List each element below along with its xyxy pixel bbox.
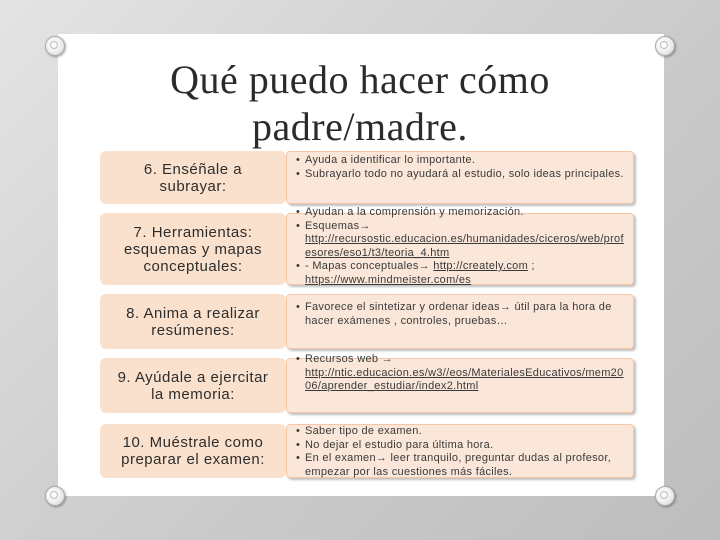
- bullet-list: [296, 206, 627, 287]
- row-label-box: [100, 424, 286, 478]
- bullet-text: No dejar el estudio para última hora.: [305, 438, 494, 451]
- title-line-2: padre/madre.: [252, 104, 468, 149]
- bullet-item: [296, 154, 627, 168]
- bullet-text: Ayudan a la comprensión y memorización.: [305, 206, 524, 218]
- bullet-item: [296, 452, 627, 479]
- row-content-box: [286, 206, 634, 286]
- pushpin-icon-bottom-left: [45, 486, 65, 506]
- arrow-icon: →: [418, 260, 430, 272]
- row-resumenes: [100, 294, 634, 349]
- row-label: 10. Muéstrale como preparar el examen:: [121, 434, 265, 468]
- bullet-text: Favorece el sintetizar y ordenar ideas: [305, 301, 500, 313]
- bullet-text: - Mapas conceptuales: [305, 260, 419, 272]
- bullet-item: [296, 439, 627, 453]
- row-examen: [100, 424, 634, 478]
- row-memoria: [100, 353, 634, 413]
- bullet-text: Recursos web: [305, 353, 379, 365]
- row-content-box: [286, 424, 634, 478]
- bullet-item: [296, 206, 627, 220]
- row-label: 7. Herramientas: esquemas y mapas conceptuales:: [123, 223, 263, 275]
- bullet-item: [296, 301, 627, 328]
- title-line-1: Qué puedo hacer cómo: [170, 57, 550, 102]
- bullet-text: Esquemas: [305, 219, 360, 232]
- esquemas-link[interactable]: http://recursostic.educacion.es/humanidades/ciceros/web/profesores/eso1/t3/teoria_4.htm: [305, 233, 624, 259]
- bullet-list: [296, 353, 627, 394]
- bullet-item: [296, 353, 627, 394]
- bullet-list: [296, 301, 627, 328]
- pushpin-icon-bottom-right: [655, 486, 675, 506]
- creately-link[interactable]: http://creately.com: [433, 260, 529, 272]
- row-label-box: [100, 151, 286, 204]
- row-label-box: [100, 358, 286, 413]
- bullet-text-after: leer tranquilo, preguntar dudas al profesor, empezar por las cuestiones más fáciles.: [305, 452, 612, 478]
- pushpin-icon-top-right: [655, 36, 675, 56]
- bullet-item: [296, 168, 627, 182]
- memoria-link[interactable]: http://ntic.educacion.es/w3//eos/MaterialesEducativos/mem2006/aprender_estudiar/index2.html: [305, 366, 624, 392]
- row-label: 6. Enséñale a subrayar:: [143, 160, 243, 195]
- bullet-list: [296, 425, 627, 479]
- bullet-item: [296, 220, 627, 261]
- pushpin-icon-top-left: [45, 36, 65, 56]
- bullet-text: Ayuda a identificar lo importante.: [305, 154, 476, 166]
- bullet-text-after: ;: [528, 260, 535, 272]
- bullet-list: [296, 154, 627, 181]
- bullet-text-after: útil para la hora de hacer exámenes , controles, pruebas…: [305, 301, 612, 327]
- row-content-box: [286, 151, 634, 204]
- bullet-item: [296, 260, 627, 287]
- bullet-item: [296, 425, 627, 439]
- slide-title: [60, 56, 660, 150]
- bullet-text: Saber tipo de examen.: [305, 425, 422, 437]
- bullet-text: Subrayarlo todo no ayudará al estudio, solo ideas principales.: [305, 167, 624, 180]
- arrow-icon: →: [499, 301, 512, 313]
- row-content-box: [286, 353, 634, 413]
- row-subrayar: [100, 151, 634, 204]
- bullet-text: En el examen: [305, 452, 376, 464]
- row-label: 8. Anima a realizar resúmenes:: [126, 304, 260, 339]
- row-label-box: [100, 213, 286, 285]
- arrow-icon: →: [375, 452, 388, 464]
- row-label-box: [100, 294, 286, 349]
- arrow-icon: →: [359, 219, 371, 232]
- mindmeister-link[interactable]: https://www.mindmeister.com/es: [305, 273, 472, 286]
- arrow-icon: →: [381, 353, 393, 365]
- row-content-box: [286, 294, 634, 349]
- row-herramientas: [100, 206, 634, 286]
- row-label: 9. Ayúdale a ejercitar la memoria:: [117, 368, 269, 403]
